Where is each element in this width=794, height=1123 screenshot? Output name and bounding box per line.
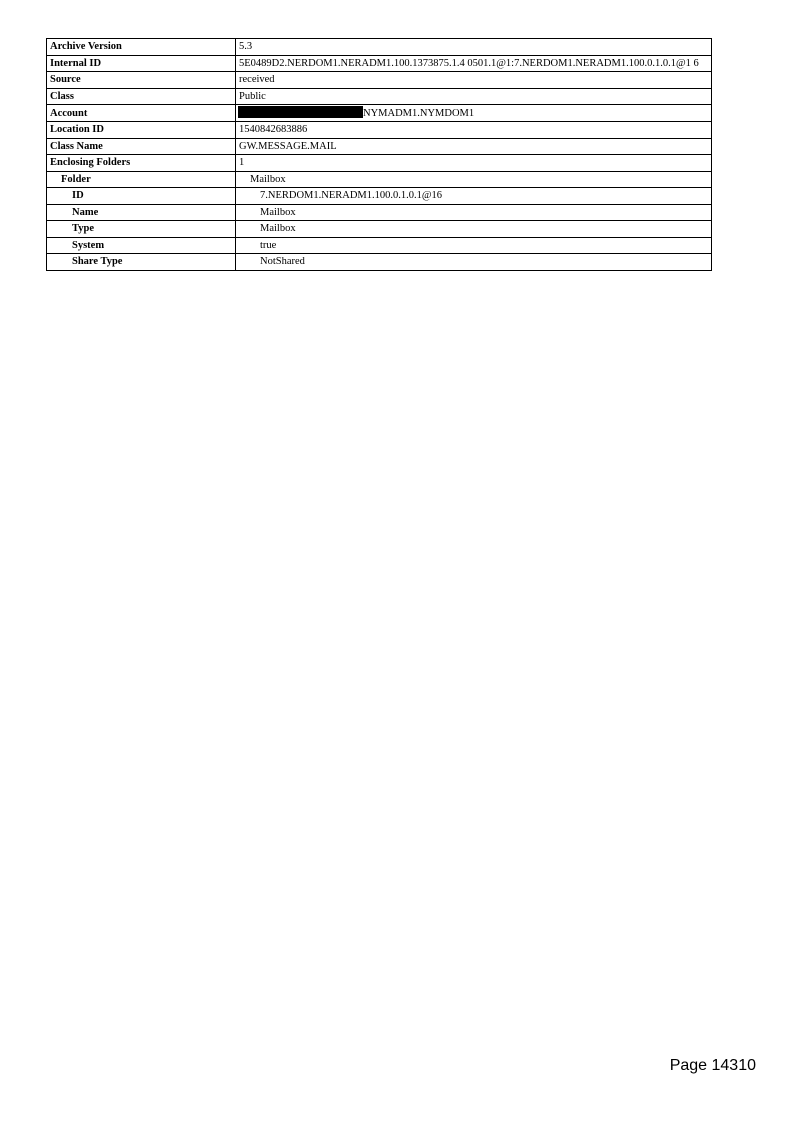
table-row-folder [47, 171, 712, 188]
row-label: Location ID [47, 122, 236, 139]
row-label: System [47, 237, 236, 254]
table-row-class [47, 88, 712, 105]
row-label: Name [47, 204, 236, 221]
row-value: Mailbox [236, 221, 712, 238]
row-label: ID [47, 188, 236, 205]
row-value: 7.NERDOM1.NERADM1.100.0.1.0.1@16 [236, 188, 712, 205]
metadata-table [46, 38, 712, 271]
row-label: Class Name [47, 138, 236, 155]
account-value: NYMADM1.NYMDOM1 [363, 108, 475, 119]
row-value [236, 105, 712, 122]
table-row-folder-system [47, 237, 712, 254]
row-value: 5E0489D2.NERDOM1.NERADM1.100.1373875.1.4 0501.1@1:7.NERDOM1.NERADM1.100.0.1.0.1@1 6 [236, 55, 712, 72]
row-label: Type [47, 221, 236, 238]
row-value: received [236, 72, 712, 89]
table-row-source [47, 72, 712, 89]
row-value: GW.MESSAGE.MAIL [236, 138, 712, 155]
row-value: Public [236, 88, 712, 105]
row-value: 5.3 [236, 39, 712, 56]
row-value: Mailbox [236, 204, 712, 221]
row-label: Enclosing Folders [47, 155, 236, 172]
table-row-archive-version [47, 39, 712, 56]
table-row-folder-type [47, 221, 712, 238]
row-value: true [236, 237, 712, 254]
row-value: NotShared [236, 254, 712, 271]
table-row-folder-share-type [47, 254, 712, 271]
table-row-folder-id [47, 188, 712, 205]
row-label: Share Type [47, 254, 236, 271]
row-value: 1540842683886 [236, 122, 712, 139]
table-row-folder-name [47, 204, 712, 221]
table-row-internal-id [47, 55, 712, 72]
row-value: 1 [236, 155, 712, 172]
row-label: Account [47, 105, 236, 122]
row-label: Source [47, 72, 236, 89]
table-row-class-name [47, 138, 712, 155]
row-label: Archive Version [47, 39, 236, 56]
row-value: Mailbox [236, 171, 712, 188]
page-number: Page 14310 [669, 1057, 756, 1074]
table-row-enclosing-folders [47, 155, 712, 172]
table-row-account [47, 105, 712, 122]
row-label: Internal ID [47, 55, 236, 72]
redaction-block [238, 106, 363, 118]
row-label: Class [47, 88, 236, 105]
row-label: Folder [47, 171, 236, 188]
table-row-location-id [47, 122, 712, 139]
